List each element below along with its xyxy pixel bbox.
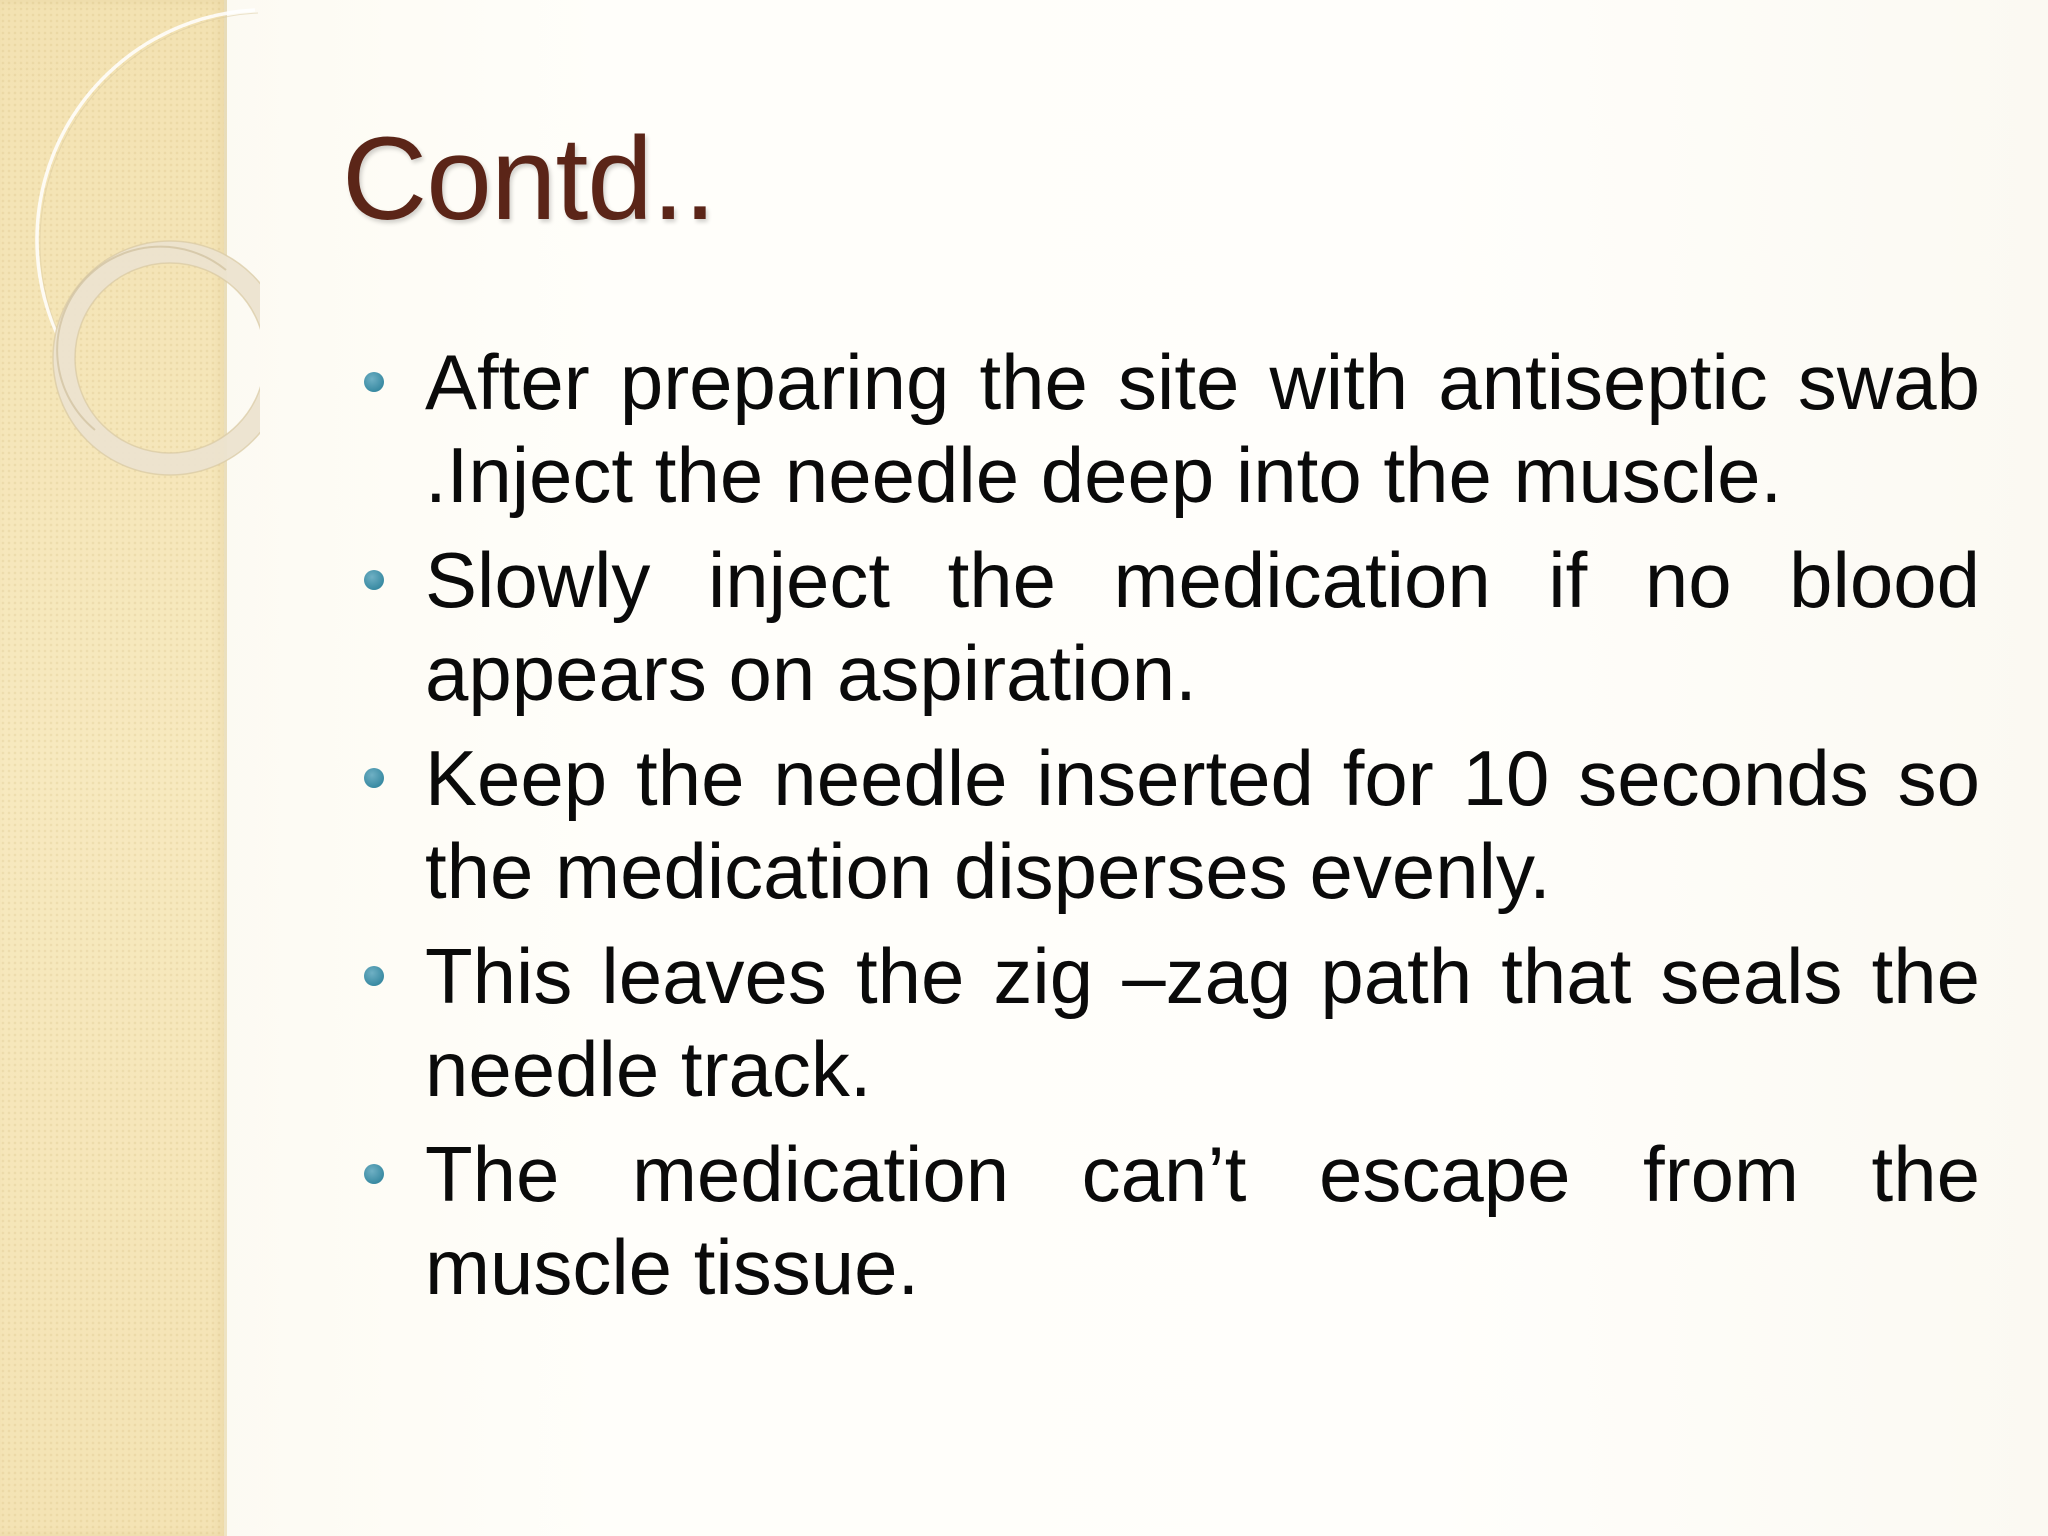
bullet-dot-icon [364,372,384,392]
bullet-dot-icon [364,570,384,590]
slide-title: Contd.. [342,113,716,245]
bullet-text: Keep the needle inserted for 10 seconds so the medication disperses evenly. [425,734,1980,915]
bullet-dot-icon [364,966,384,986]
left-decorative-band [0,0,226,1536]
bullet-list [364,336,1980,1326]
bullet-text: After preparing the site with antiseptic swab .Inject the needle deep into the muscle. [425,338,1980,519]
bullet-item [364,534,1980,720]
bullet-item [364,732,1980,918]
bullet-text: The medication can’t escape from the muscle tissue. [425,1130,1980,1311]
bullet-dot-icon [364,768,384,788]
band-edge-divider [224,0,227,1536]
bullet-dot-icon [364,1164,384,1184]
bullet-item [364,1128,1980,1314]
bullet-item [364,930,1980,1116]
bullet-text: Slowly inject the medication if no blood appears on aspiration. [425,536,1980,717]
bullet-text: This leaves the zig –zag path that seals the needle track. [425,932,1980,1113]
bullet-item [364,336,1980,522]
